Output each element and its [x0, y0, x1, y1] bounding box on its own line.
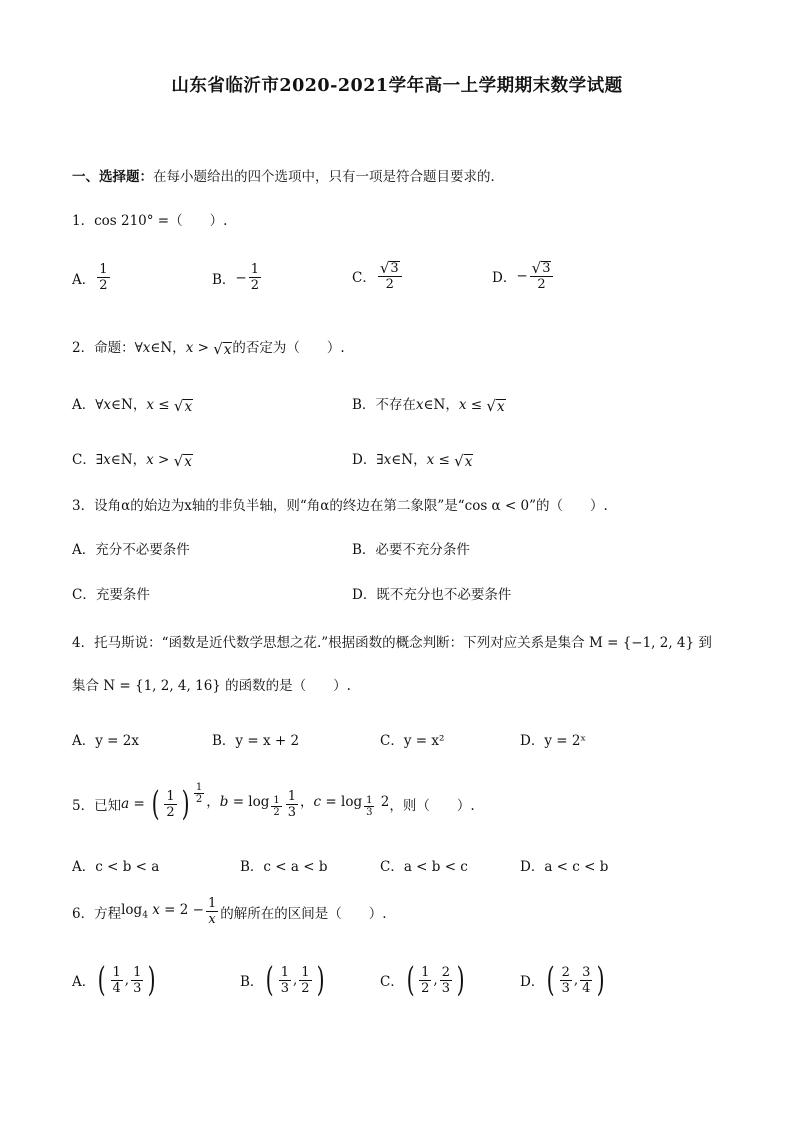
q1-option-d-fraction: √ 3 2	[530, 260, 554, 292]
q1-option-a-label: A．	[72, 271, 96, 288]
question-4-stem-line1: 4．托马斯说：“函数是近代数学思想之花.”根据函数的概念判断：下列对应关系是集合 M = {−1, 2, 4} 到	[72, 635, 712, 651]
q1-option-b-label: B．	[212, 271, 236, 288]
q4-option-d: D．y = 2ˣ	[520, 733, 587, 749]
q6-option-a: A． ( $\frac{1}{4}$ , $\frac{1}{3}$ )	[72, 960, 156, 1000]
q1-option-b: B． − $\frac{1}{2}$	[212, 262, 260, 293]
q4-option-c: C．y = x²	[380, 733, 445, 749]
question-5-stem: 5．已知 a = ( $\frac{1}{2}$ ) $^{\frac{1}{2}}$ ，b = log $_{\frac{1}{2}}$ $\frac{1}{3}$ ，c = log $_{\frac{1}{3}}$ 2 ，则（ ）.	[72, 781, 475, 824]
q3-option-a: A．充分不必要条件	[72, 542, 190, 558]
q4-option-a: A．y = 2x	[72, 733, 139, 749]
question-6-stem: 6．方程 $\log_4 x = 2$ − $\frac{1}{x}$ 的解所在的区间是（ ）.	[72, 896, 387, 927]
q6-option-c: C． ( $\frac{1}{2}$ , $\frac{2}{3}$ )	[380, 960, 465, 1000]
q4-option-b: B．y = x + 2	[212, 733, 300, 749]
q3-option-c: C．充要条件	[72, 587, 150, 603]
section-description: 在每小题给出的四个选项中，只有一项是符合题目要求的．	[153, 169, 504, 185]
question-3-stem: 3．设角α的始边为x轴的非负半轴，则“角α的终边在第二象限”是“cos α < 0”的（ ）.	[72, 498, 608, 514]
q6-option-b: B． ( $\frac{1}{3}$ , $\frac{1}{2}$ )	[240, 960, 325, 1000]
section-label: 一、选择题：	[72, 169, 153, 185]
page-title: 山东省临沂市2020-2021学年高一上学期期末数学试题	[171, 76, 623, 96]
q2-option-c: C．∃x∈N，x > √ x	[72, 451, 192, 470]
question-4-stem-line2: 集合 N = {1, 2, 4, 16} 的函数的是（ ）.	[72, 678, 351, 694]
q5-option-c: C．a < b < c	[380, 859, 468, 875]
q5-option-b: B．c < a < b	[240, 859, 328, 875]
q1-option-c-fraction: √ 3 2	[378, 260, 402, 292]
q1-option-b-fraction: $\frac{1}{2}$	[250, 262, 260, 293]
question-2-stem: 2．命题：∀x∈N，x > √ x 的否定为（ ）.	[72, 339, 345, 358]
q6-option-d: D． ( $\frac{2}{3}$ , $\frac{3}{4}$ )	[520, 960, 606, 1000]
q1-option-d-label: D．	[492, 270, 517, 286]
q2-option-a: A．∀x∈N，x ≤ √ x	[72, 396, 193, 415]
q1-option-d: D． − √ 3 2	[492, 260, 555, 292]
q1-option-c-label: C．	[352, 270, 376, 286]
q2-option-d: D．∃x∈N，x ≤ √ x	[352, 451, 473, 470]
q3-option-d: D．既不充分也不必要条件	[352, 587, 512, 603]
q1-option-a-fraction: $\frac{1}{2}$	[99, 262, 108, 293]
q5-option-d: D．a < c < b	[520, 859, 609, 875]
q1-option-a	[72, 262, 112, 293]
section-heading	[72, 167, 504, 187]
q2-option-b: B．不存在x∈N，x ≤ √ x	[352, 396, 505, 415]
q1-option-c	[352, 260, 404, 292]
question-1-stem: 1．cos 210° =（ ）.	[72, 213, 228, 229]
q3-option-b: B．必要不充分条件	[352, 542, 470, 558]
q5-option-a: A．c < b < a	[72, 859, 160, 875]
